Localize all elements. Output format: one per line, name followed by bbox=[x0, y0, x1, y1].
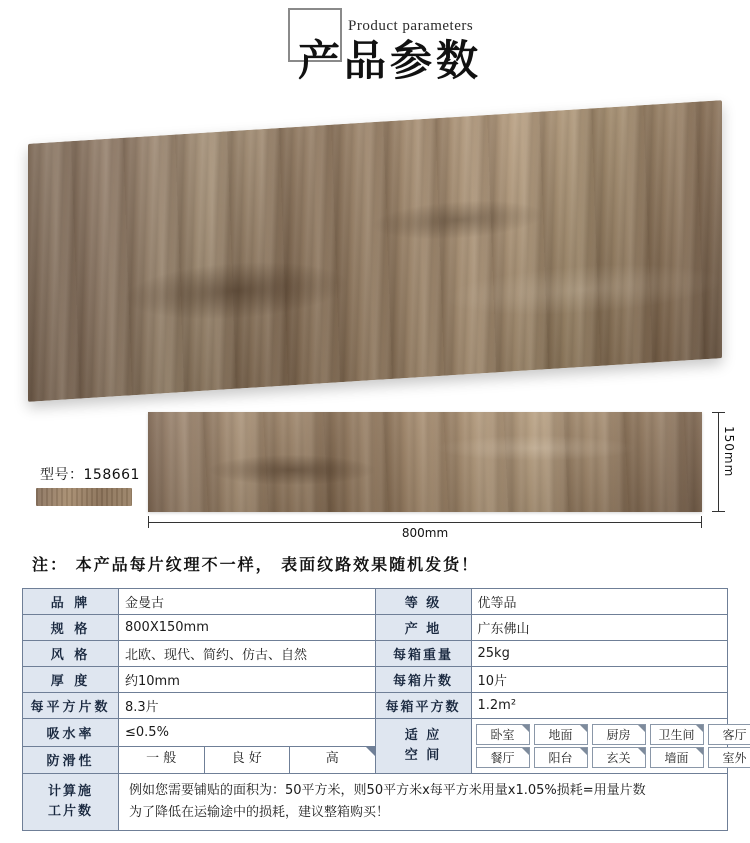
spec-value-pieces-per-box: 10片 bbox=[471, 667, 728, 693]
space-tag[interactable]: 餐厅 bbox=[476, 747, 530, 768]
spec-key-grade: 等 级 bbox=[375, 589, 471, 615]
tag-corner-icon bbox=[696, 725, 703, 732]
product-note: 注： 本产品每片纹理不一样， 表面纹路效果随机发货！ bbox=[32, 555, 480, 574]
spec-value-sqm-per-box: 1.2m² bbox=[471, 693, 728, 719]
calc-text-line2: 为了降低在运输途中的损耗，建议整箱购买！ bbox=[129, 805, 390, 820]
tag-corner-icon bbox=[522, 725, 529, 732]
spec-key-origin: 产 地 bbox=[375, 615, 471, 641]
tag-corner-icon bbox=[696, 748, 703, 755]
height-dimension-line bbox=[718, 412, 719, 512]
slip-option-general[interactable]: 一 般 bbox=[146, 750, 177, 766]
spec-value-thickness: 约10mm bbox=[119, 667, 376, 693]
spec-value-applicable-space bbox=[471, 719, 747, 774]
spec-table bbox=[22, 588, 747, 831]
slip-option-high[interactable]: 高 bbox=[289, 747, 375, 774]
selected-corner-icon bbox=[366, 747, 375, 756]
tag-corner-icon bbox=[522, 748, 529, 755]
table-row bbox=[23, 719, 728, 747]
slip-option-good[interactable]: 良 好 bbox=[204, 747, 290, 774]
space-tag[interactable]: 地面 bbox=[534, 724, 588, 745]
spec-value-pieces-per-sqm: 8.3片 bbox=[119, 693, 376, 719]
space-tag-row-1 bbox=[476, 724, 747, 745]
spec-value-calculate-pieces bbox=[119, 774, 728, 831]
height-dimension bbox=[710, 412, 736, 512]
space-tag[interactable]: 玄关 bbox=[592, 747, 646, 768]
spec-key-calculate-pieces bbox=[23, 774, 119, 831]
spec-value-water-absorption: ≤0.5% bbox=[119, 719, 376, 747]
space-tag[interactable]: 卧室 bbox=[476, 724, 530, 745]
space-tag[interactable]: 室外 bbox=[708, 747, 750, 768]
slip-options bbox=[119, 747, 375, 774]
spec-value-slip-resistance bbox=[119, 746, 376, 774]
height-dimension-cap-bottom bbox=[712, 511, 725, 512]
width-dimension-label: 800mm bbox=[395, 526, 455, 540]
spec-key-box-weight: 每箱重量 bbox=[375, 641, 471, 667]
spec-key-size: 规 格 bbox=[23, 615, 119, 641]
spec-value-origin: 广东佛山 bbox=[471, 615, 728, 641]
page-header bbox=[0, 0, 750, 96]
spec-value-box-weight: 25kg bbox=[471, 641, 728, 667]
applicable-space-label-line2: 空 间 bbox=[404, 748, 442, 763]
product-hero-image bbox=[20, 100, 730, 400]
spec-value-size: 800X150mm bbox=[119, 615, 376, 641]
width-dimension-cap-left bbox=[148, 516, 149, 528]
space-tag[interactable]: 卫生间 bbox=[650, 724, 704, 745]
table-row bbox=[23, 774, 728, 831]
space-tag[interactable]: 客厅 bbox=[708, 724, 750, 745]
space-tag[interactable]: 墙面 bbox=[650, 747, 704, 768]
spec-value-brand: 金曼古 bbox=[119, 589, 376, 615]
spec-key-thickness: 厚 度 bbox=[23, 667, 119, 693]
spec-value-style: 北欧、现代、简约、仿古、自然 bbox=[119, 641, 376, 667]
height-dimension-label: 150mm bbox=[722, 426, 736, 478]
calc-label-line2: 工片数 bbox=[47, 804, 93, 819]
width-dimension bbox=[148, 518, 702, 540]
tag-corner-icon bbox=[638, 725, 645, 732]
wood-plank-small bbox=[148, 412, 702, 512]
table-row bbox=[23, 589, 728, 615]
width-dimension-cap-right bbox=[701, 516, 702, 528]
spec-key-slip-resistance: 防滑性 bbox=[23, 746, 119, 774]
calc-text-line1: 例如您需要铺贴的面积为：50平方米，则50平方米x每平方米用量x1.05%损耗=用量片数 bbox=[129, 783, 646, 798]
spec-key-sqm-per-box: 每箱平方数 bbox=[375, 693, 471, 719]
table-row bbox=[23, 615, 728, 641]
spec-key-pieces-per-sqm: 每平方片数 bbox=[23, 693, 119, 719]
space-tag[interactable]: 厨房 bbox=[592, 724, 646, 745]
page-title: 产品参数 bbox=[298, 36, 483, 85]
space-tag-row-2 bbox=[476, 747, 747, 768]
table-row bbox=[23, 641, 728, 667]
spec-key-brand: 品 牌 bbox=[23, 589, 119, 615]
space-tag[interactable]: 阳台 bbox=[534, 747, 588, 768]
applicable-space-label-line1: 适 应 bbox=[404, 728, 442, 743]
tag-corner-icon bbox=[638, 748, 645, 755]
dimension-illustration bbox=[0, 406, 750, 542]
table-row bbox=[23, 693, 728, 719]
wood-plank-large bbox=[28, 100, 722, 402]
model-number-label: 型号：158661 bbox=[40, 467, 140, 483]
spec-key-style: 风 格 bbox=[23, 641, 119, 667]
spec-value-grade: 优等品 bbox=[471, 589, 728, 615]
tag-corner-icon bbox=[580, 725, 587, 732]
spec-key-applicable-space bbox=[375, 719, 471, 774]
width-dimension-line bbox=[148, 522, 702, 523]
spec-key-pieces-per-box: 每箱片数 bbox=[375, 667, 471, 693]
header-english-title: Product parameters bbox=[348, 18, 474, 34]
calc-label-line1: 计算施 bbox=[47, 784, 93, 799]
table-row bbox=[23, 667, 728, 693]
tag-corner-icon bbox=[580, 748, 587, 755]
height-dimension-cap-top bbox=[712, 412, 725, 413]
spec-key-water-absorption: 吸水率 bbox=[23, 719, 119, 747]
model-color-swatch bbox=[36, 488, 132, 506]
